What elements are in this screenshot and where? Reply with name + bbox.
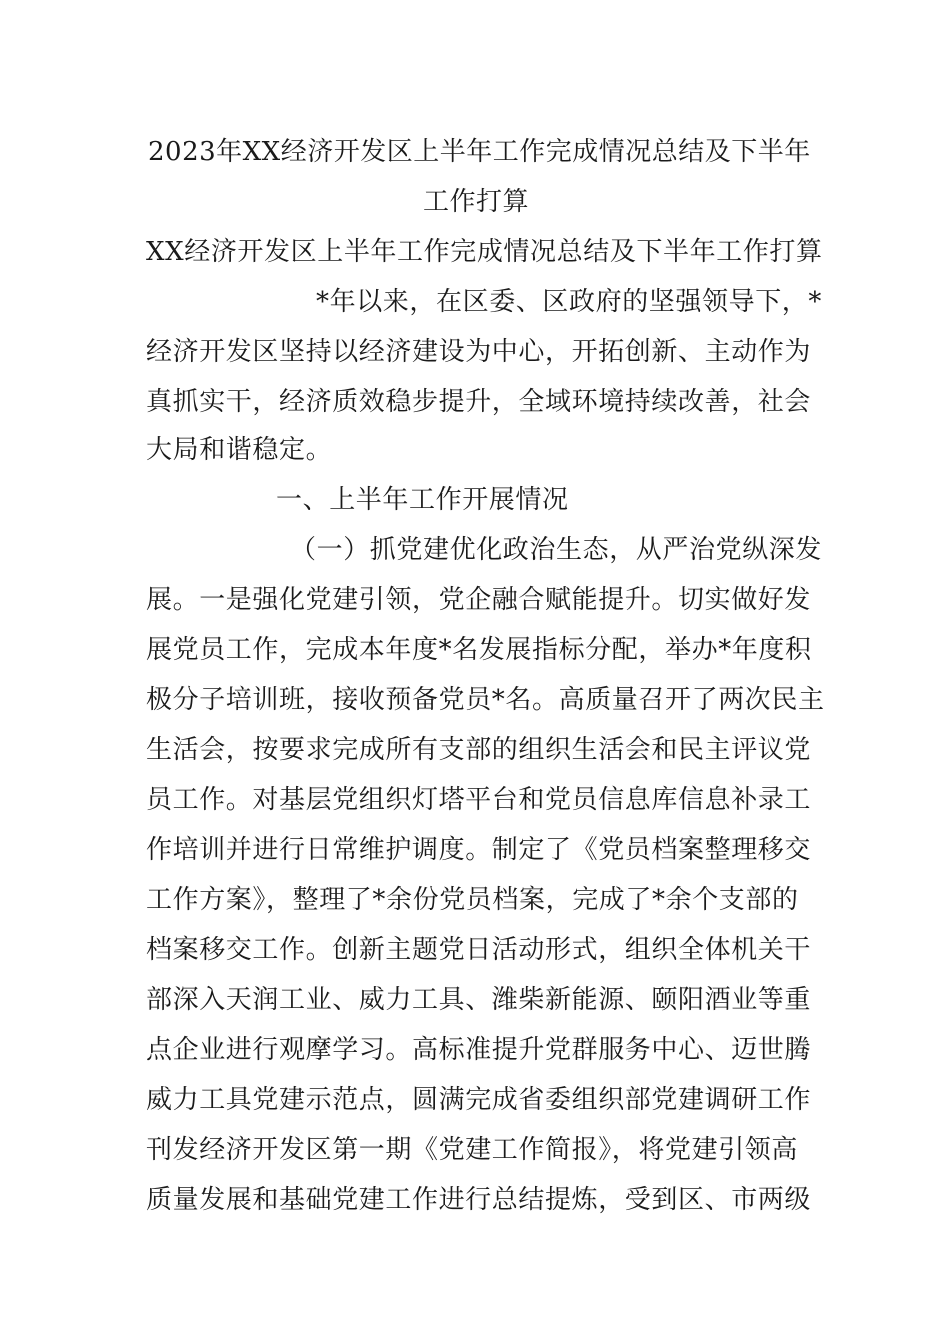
paragraph-line: 展党员工作，完成本年度*名发展指标分配，举办*年度积 <box>146 635 812 665</box>
subtitle-line: XX经济开发区上半年工作完成情况总结及下半年工作打算 <box>146 237 823 267</box>
paragraph-line: 生活会，按要求完成所有支部的组织生活会和民主评议党 <box>146 735 812 765</box>
paragraph-line: 部深入天润工业、威力工具、潍柴新能源、颐阳酒业等重 <box>146 985 812 1015</box>
paragraph-line: 档案移交工作。创新主题党日活动形式，组织全体机关干 <box>146 935 812 965</box>
paragraph-line: 员工作。对基层党组织灯塔平台和党员信息库信息补录工 <box>146 785 812 815</box>
paragraph-line: 展。一是强化党建引领，党企融合赋能提升。切实做好发 <box>146 585 812 615</box>
paragraph-line: 工作方案》，整理了*余份党员档案，完成了*余个支部的 <box>146 885 799 915</box>
paragraph-line: 经济开发区坚持以经济建设为中心，开拓创新、主动作为 <box>146 337 812 367</box>
document-title-line-1: 2023年XX经济开发区上半年工作完成情况总结及下半年 <box>148 137 811 167</box>
paragraph-line: 威力工具党建示范点，圆满完成省委组织部党建调研工作 <box>146 1085 812 1115</box>
paragraph-line: 质量发展和基础党建工作进行总结提炼，受到区、市两级 <box>146 1185 812 1215</box>
paragraph-line: 刊发经济开发区第一期《党建工作简报》，将党建引领高 <box>146 1135 799 1165</box>
paragraph-line: 极分子培训班，接收预备党员*名。高质量召开了两次民主 <box>146 685 825 715</box>
subsection-heading: （一）抓党建优化政治生态，从严治党纵深发 <box>290 535 823 565</box>
paragraph-line: 点企业进行观摩学习。高标准提升党群服务中心、迈世腾 <box>146 1035 812 1065</box>
document-title-line-2: 工作打算 <box>423 187 530 217</box>
section-heading: 一、上半年工作开展情况 <box>276 485 569 515</box>
paragraph-line: 作培训并进行日常维护调度。制定了《党员档案整理移交 <box>146 835 812 865</box>
paragraph-line: 真抓实干，经济质效稳步提升，全域环境持续改善，社会 <box>146 387 812 417</box>
paragraph-line: *年以来，在区委、区政府的坚强领导下，* <box>316 287 823 317</box>
paragraph-line: 大局和谐稳定。 <box>146 435 333 465</box>
